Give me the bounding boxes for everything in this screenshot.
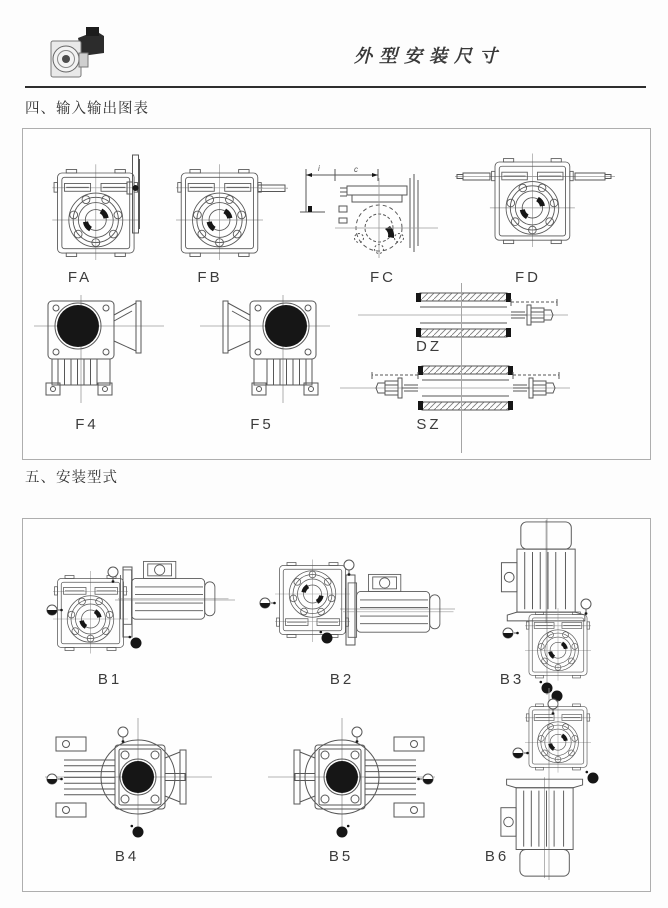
- oil-level-plug-icon: [513, 748, 529, 758]
- figure-b2-drawing: [255, 545, 455, 667]
- oil-level-plug-icon: [503, 628, 519, 638]
- figure-b4-drawing: [40, 710, 230, 840]
- figure-sz-drawing: [340, 356, 570, 424]
- figure-dz-drawing: [358, 285, 568, 350]
- section-5-title: 五、安装型式: [25, 470, 118, 486]
- figure-label: B5: [328, 848, 354, 865]
- figure-label: FD: [515, 269, 541, 286]
- figure-fd-drawing: [455, 140, 615, 262]
- brand-logo-gearbox-photo: [44, 26, 110, 82]
- vent-plug-icon: [581, 599, 591, 615]
- figure-b5-drawing: [250, 710, 440, 840]
- figure-label: FB: [197, 269, 223, 286]
- figure-fc-drawing: [295, 148, 440, 262]
- shaft-center-line: [461, 283, 462, 453]
- figure-label: SZ: [416, 416, 442, 433]
- figure-fb-drawing: [172, 140, 288, 262]
- figure-label: F4: [75, 416, 99, 433]
- oil-level-plug-icon: [260, 598, 276, 608]
- figure-label: B3: [499, 671, 525, 688]
- figure-label: DZ: [416, 338, 442, 355]
- oil-drain-plug-icon: [129, 636, 142, 649]
- figure-b1-drawing: [35, 545, 235, 667]
- header-rule: [25, 86, 646, 88]
- figure-fa-drawing: [40, 140, 150, 262]
- vent-plug-icon: [548, 699, 558, 715]
- figure-label: B6: [484, 848, 510, 865]
- oil-drain-plug-icon: [320, 631, 333, 644]
- figure-label: B1: [97, 671, 123, 688]
- figure-f5-drawing: [200, 293, 332, 405]
- figure-label: FC: [370, 269, 396, 286]
- figure-label: B2: [329, 671, 355, 688]
- oil-drain-plug-icon: [586, 771, 599, 784]
- figure-b3-drawing: [485, 518, 615, 695]
- page-title: 外型安装尺寸: [354, 46, 504, 66]
- figure-f4-drawing: [32, 293, 164, 405]
- fc-dim-i: i: [318, 164, 320, 173]
- fc-dim-c: c: [354, 165, 358, 174]
- figure-label: B4: [114, 848, 140, 865]
- oil-level-plug-icon: [47, 605, 63, 615]
- figure-label: F5: [250, 416, 274, 433]
- figure-label: FA: [67, 269, 93, 286]
- vent-plug-icon: [108, 567, 118, 583]
- section-4-title: 四、输入输出图表: [25, 101, 149, 117]
